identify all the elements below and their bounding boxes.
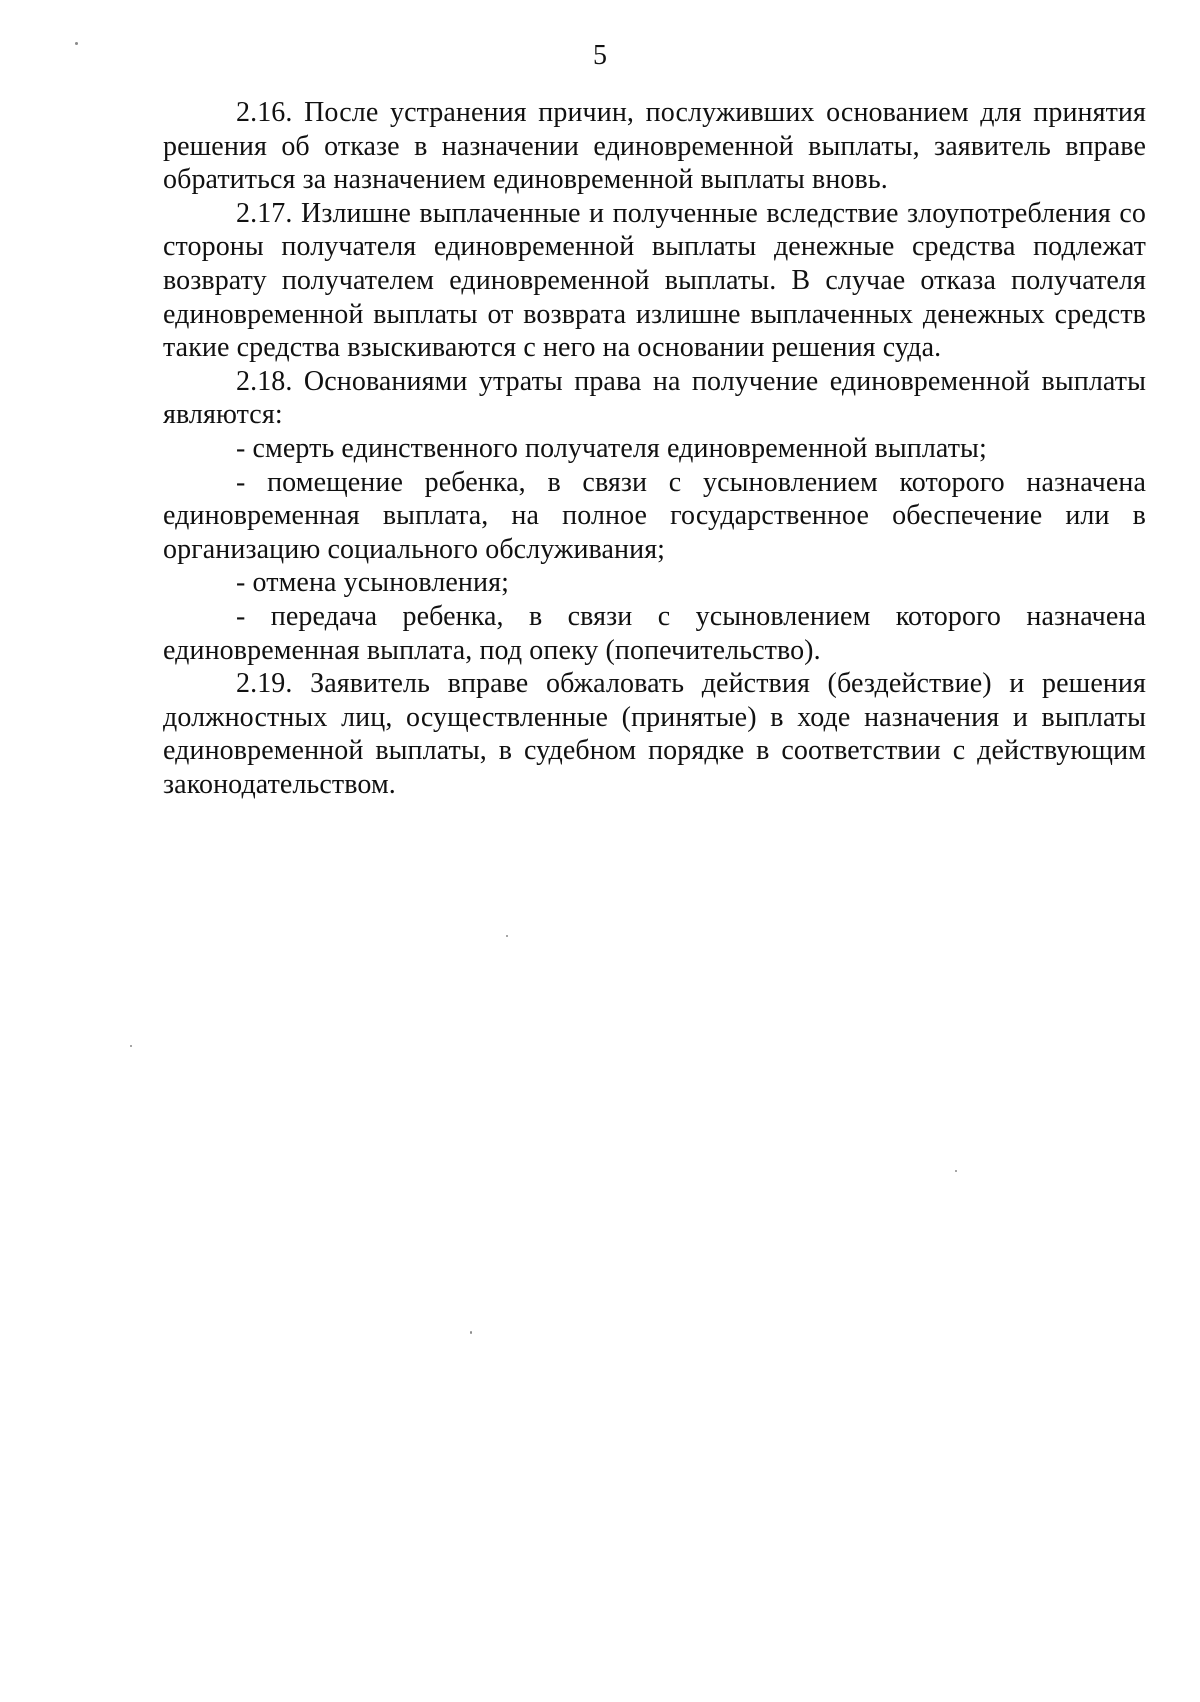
paragraph-2-18: 2.18. Основаниями утраты права на получение единовременной выплаты являются: bbox=[163, 365, 1146, 431]
paragraph-2-19: 2.19. Заявитель вправе обжаловать действия (бездействие) и решения должностных лиц, осуществленные (принятые) в ходе назначения и выплаты единовременной выплаты, в судебном порядке в соответствии с действующим законодательством. bbox=[163, 668, 1146, 800]
scan-speck bbox=[470, 1331, 472, 1334]
scan-speck bbox=[955, 1170, 957, 1172]
list-item-cancellation: - отмена усыновления; bbox=[236, 567, 509, 599]
scan-speck bbox=[506, 935, 508, 937]
document-body bbox=[163, 96, 1146, 801]
page-number: 5 bbox=[593, 40, 607, 71]
list-item-guardianship: - передача ребенка, в связи с усыновлением которого назначена единовременная выплата, под опеку (попечительство). bbox=[163, 600, 1146, 666]
list-item-death: - смерть единственного получателя единовременной выплаты; bbox=[236, 432, 987, 464]
paragraph-2-16: 2.16. После устранения причин, послуживших основанием для принятия решения об отказе в назначении единовременной выплаты, заявитель вправе обратиться за назначением единовременной выплаты вновь. bbox=[163, 97, 1146, 196]
paragraph-2-17: 2.17. Излишне выплаченные и полученные вследствие злоупотребления со стороны получателя единовременной выплаты денежные средства подлежат возврату получателем единовременной выплаты. В случае отказа получателя единовременной выплаты от возврата излишне выплаченных денежных средств такие средства взыскиваются с него на основании решения суда. bbox=[163, 197, 1146, 364]
list-item-placement: - помещение ребенка, в связи с усыновлением которого назначена единовременная выплата, на полное государственное обеспечение или в организацию социального обслуживания; bbox=[163, 466, 1146, 565]
scan-speck bbox=[130, 1045, 132, 1047]
scan-speck bbox=[75, 42, 78, 45]
